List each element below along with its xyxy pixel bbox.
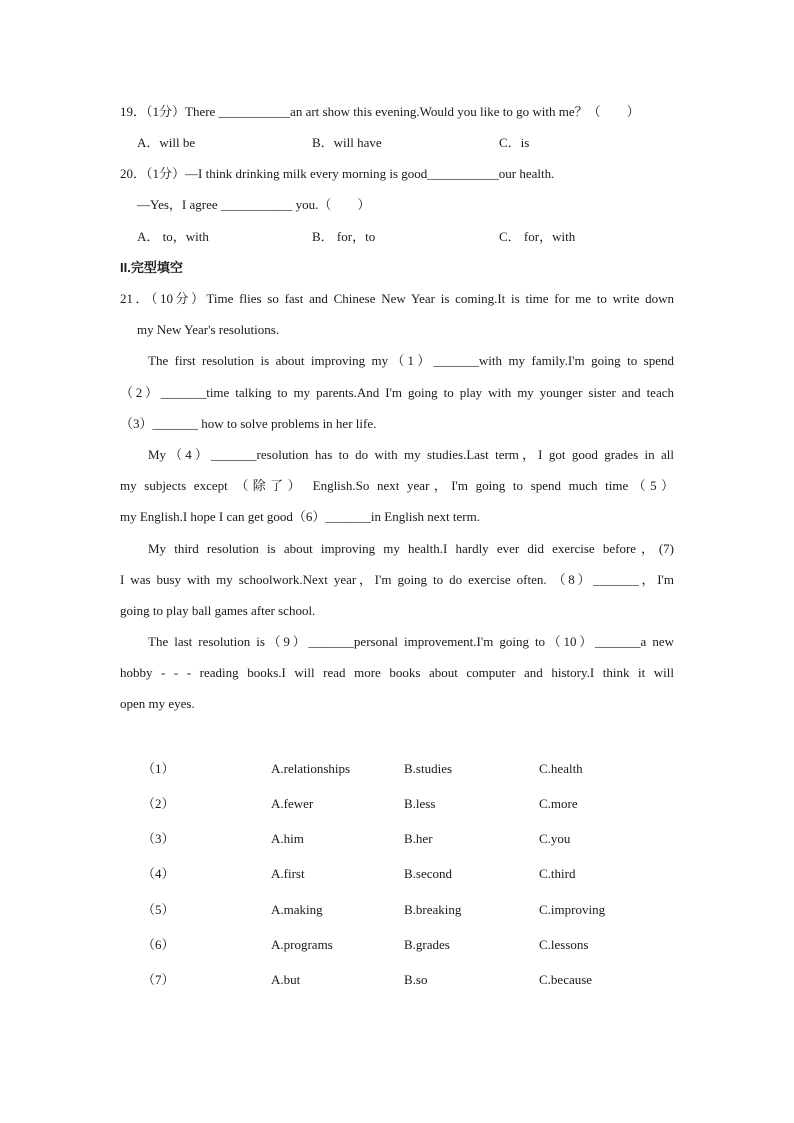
q20-option-c: C． for，with bbox=[499, 229, 576, 244]
choice-c: C.you bbox=[539, 831, 571, 846]
choice-b: B.less bbox=[404, 796, 436, 811]
choice-a: A.him bbox=[271, 831, 304, 846]
choice-c: C.more bbox=[539, 796, 578, 811]
choice-number: （5） bbox=[142, 902, 175, 917]
choice-c: C.improving bbox=[539, 902, 606, 917]
choice-c: C.health bbox=[539, 761, 583, 776]
q19-option-c: C．is bbox=[499, 135, 530, 150]
passage-line: （3）_______ how to solve problems in her life. bbox=[120, 416, 377, 431]
passage-line: The last resolution is（9）_______personal improvement.I'm going to（10）_______a new bbox=[148, 634, 674, 649]
choice-b: B.second bbox=[404, 866, 453, 881]
choice-b: B.her bbox=[404, 831, 433, 846]
section-title: II.完型填空 bbox=[120, 260, 183, 275]
q20-option-b: B． for，to bbox=[312, 229, 376, 244]
passage-line: hobby - - - reading books.I will read more books about computer and history.I think it will bbox=[120, 665, 674, 680]
passage-line: My third resolution is about improving my health.I hardly ever did exercise before，(7) bbox=[148, 541, 674, 556]
passage-line: （2）_______time talking to my parents.And I'm going to play with my younger sister and teach bbox=[120, 385, 674, 400]
choice-b: B.grades bbox=[404, 937, 450, 952]
choice-a: A.but bbox=[271, 972, 301, 987]
passage-line: my English.I hope I can get good（6）_______in English next term. bbox=[120, 509, 480, 524]
choice-c: C.lessons bbox=[539, 937, 589, 952]
choice-b: B.so bbox=[404, 972, 428, 987]
question-20: 20．（1分）—I think drinking milk every morning is good___________our health. bbox=[120, 166, 555, 181]
q20-option-a: A． to，with bbox=[137, 229, 209, 244]
choice-number: （7） bbox=[142, 972, 175, 987]
passage-line: open my eyes. bbox=[120, 696, 195, 711]
choice-a: A.relationships bbox=[271, 761, 351, 776]
choice-number: （6） bbox=[142, 937, 175, 952]
passage-line: my subjects except （除了） English.So next year，I'm going to spend much time（5） bbox=[120, 478, 674, 493]
passage-line: The first resolution is about improving my（1）_______with my family.I'm going to spend bbox=[148, 353, 674, 368]
q19-option-b: B．will have bbox=[312, 135, 382, 150]
passage-line: my New Year's resolutions. bbox=[137, 322, 280, 337]
choice-c: C.third bbox=[539, 866, 576, 881]
choice-c: C.because bbox=[539, 972, 593, 987]
question-20-reply: —Yes，I agree ___________ you.（ ） bbox=[137, 197, 371, 212]
choice-b: B.breaking bbox=[404, 902, 462, 917]
choice-b: B.studies bbox=[404, 761, 453, 776]
choice-number: （4） bbox=[142, 866, 175, 881]
choice-a: A.fewer bbox=[271, 796, 314, 811]
q19-option-a: A．will be bbox=[137, 135, 196, 150]
choice-number: （2） bbox=[142, 796, 175, 811]
choice-number: （3） bbox=[142, 831, 175, 846]
choice-a: A.making bbox=[271, 902, 323, 917]
passage-line: I was busy with my schoolwork.Next year，I'm going to do exercise often. （8）_______，I'm bbox=[120, 572, 674, 587]
choice-a: A.programs bbox=[271, 937, 333, 952]
passage-line: My（4）_______resolution has to do with my studies.Last term，I got good grades in all bbox=[148, 447, 674, 462]
choice-a: A.first bbox=[271, 866, 305, 881]
choice-number: （1） bbox=[142, 761, 175, 776]
passage-line: 21．（10分）Time flies so fast and Chinese New Year is coming.It is time for me to write down bbox=[120, 291, 674, 306]
passage-line: going to play ball games after school. bbox=[120, 603, 316, 618]
question-19: 19．（1分）There ___________an art show this evening.Would you like to go with me？（ ） bbox=[120, 104, 640, 119]
